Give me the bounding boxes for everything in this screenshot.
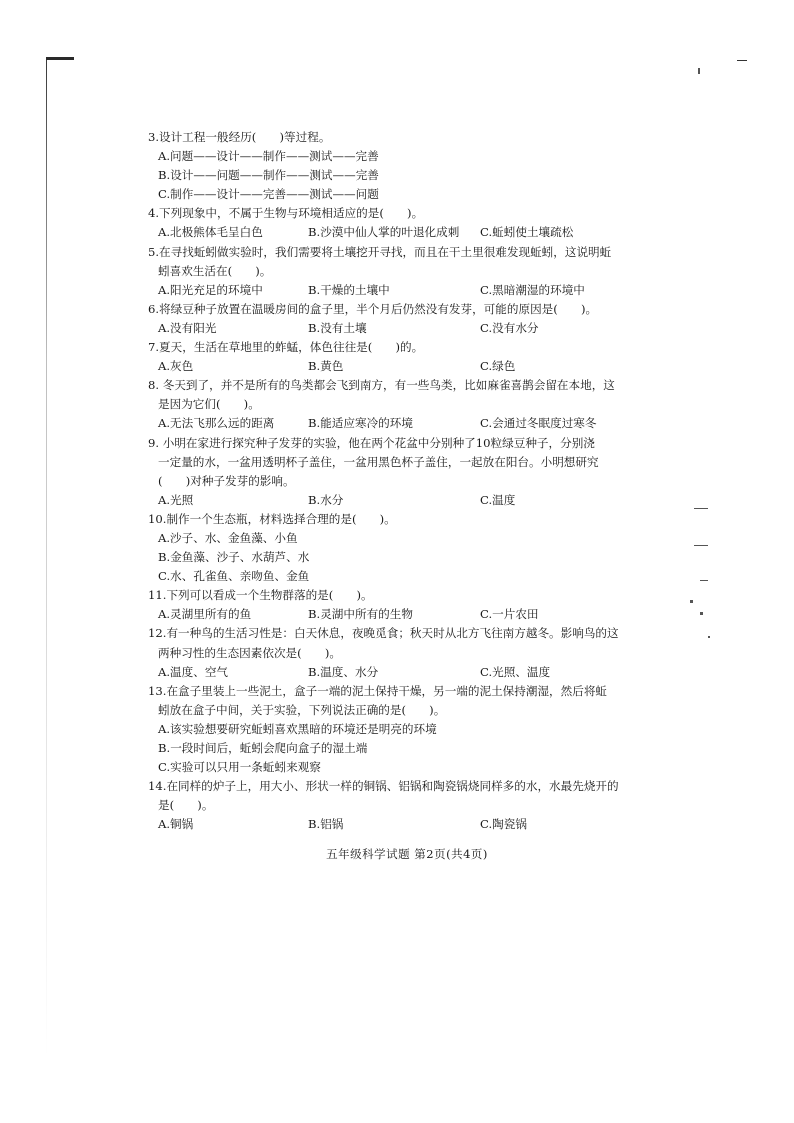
scan-corner-mark — [46, 57, 74, 60]
question-item — [148, 682, 618, 777]
question-stem: 是因为它们( )。 — [158, 397, 260, 412]
question-item — [148, 338, 618, 376]
answer-option: C.制作——设计——完善——测试——问题 — [158, 187, 379, 202]
question-stem: 一定量的水，一盆用透明杯子盖住，一盆用黑色杯子盖住，一起放在阳台。小明想研究 — [158, 454, 599, 469]
answer-option: B.金鱼藻、沙子、水葫芦、水 — [158, 550, 310, 565]
question-stem: 是( )。 — [158, 798, 214, 813]
answer-option: A.没有阳光 — [158, 320, 217, 335]
scan-corner-mark-right — [737, 60, 747, 61]
answer-option: B.灵湖中所有的生物 — [308, 607, 413, 622]
scan-speck — [694, 508, 708, 509]
answer-option: B.没有土壤 — [308, 320, 367, 335]
scan-speck — [708, 636, 710, 638]
answer-option: C.蚯蚓使土壤疏松 — [480, 225, 574, 240]
option-row — [148, 605, 618, 624]
answer-option: B.能适应寒冷的环境 — [308, 416, 413, 431]
answer-option: A.该实验想要研究蚯蚓喜欢黑暗的环境还是明亮的环境 — [158, 721, 437, 736]
answer-option: B.沙漠中仙人掌的叶退化成刺 — [308, 225, 460, 240]
answer-option: C.实验可以只用一条蚯蚓来观察 — [158, 760, 321, 775]
question-item — [148, 300, 618, 338]
question-stem: 6.将绿豆种子放置在温暖房间的盒子里，半个月后仍然没有发芽，可能的原因是( )。 — [148, 301, 598, 316]
answer-option: C.绿色 — [480, 359, 516, 374]
question-stem: 9. 小明在家进行探究种子发芽的实验，他在两个花盆中分别种了10粒绿豆种子，分别浇 — [148, 435, 595, 450]
question-stem: 10.制作一个生态瓶，材料选择合理的是( )。 — [148, 511, 396, 526]
scan-speck — [698, 68, 700, 74]
question-stem: 蚓喜欢生活在( )。 — [158, 263, 272, 278]
answer-option: C.水、孔雀鱼、亲吻鱼、金鱼 — [158, 569, 310, 584]
answer-option: C.温度 — [480, 492, 516, 507]
answer-option: C.没有水分 — [480, 320, 539, 335]
option-row — [148, 281, 618, 300]
answer-option: A.阳光充足的环境中 — [158, 282, 263, 297]
option-row — [148, 663, 618, 682]
question-item — [148, 128, 618, 204]
answer-option: B.铝锅 — [308, 817, 344, 832]
answer-option: A.沙子、水、金鱼藻、小鱼 — [158, 530, 298, 545]
option-row — [148, 414, 618, 433]
question-stem: 4.下列现象中，不属于生物与环境相适应的是( )。 — [148, 206, 424, 221]
answer-option: A.灵湖里所有的鱼 — [158, 607, 252, 622]
option-row — [148, 815, 618, 834]
question-stem: 7.夏天，生活在草地里的蚱蜢，体色往往是( )的。 — [148, 340, 424, 355]
question-stem: 3.设计工程一般经历( )等过程。 — [148, 130, 331, 144]
answer-option: B.温度、水分 — [308, 664, 379, 679]
answer-option: A.光照 — [158, 492, 194, 507]
scan-speck — [694, 545, 708, 546]
question-item — [148, 586, 618, 624]
option-row — [148, 319, 618, 338]
answer-option: A.灰色 — [158, 359, 194, 374]
answer-option: B.黄色 — [308, 359, 344, 374]
option-row — [148, 357, 618, 376]
question-stem: 8. 冬天到了，并不是所有的鸟类都会飞到南方，有一些鸟类，比如麻雀喜鹊会留在本地，这 — [148, 378, 615, 393]
answer-option: A.铜锅 — [158, 817, 194, 832]
answer-option: B.设计——问题——制作——测试——完善 — [158, 168, 379, 183]
page-footer: 五年级科学试题 第2页(共4页) — [326, 847, 488, 861]
question-item — [148, 243, 618, 300]
answer-option: C.陶瓷锅 — [480, 817, 527, 832]
answer-option: B.干燥的土壤中 — [308, 282, 390, 297]
option-row — [148, 223, 618, 242]
scan-speck — [700, 612, 703, 615]
answer-option: B.一段时间后，蚯蚓会爬向盒子的湿土端 — [158, 741, 368, 755]
question-list — [148, 128, 618, 834]
answer-option: C.一片农田 — [480, 607, 539, 622]
answer-option: C.光照、温度 — [480, 664, 551, 679]
answer-option: B.水分 — [308, 492, 344, 507]
answer-option: C.黑暗潮湿的环境中 — [480, 282, 585, 297]
question-item — [148, 204, 618, 242]
answer-option: A.北极熊体毛呈白色 — [158, 225, 263, 240]
answer-option: A.无法飞那么远的距离 — [158, 416, 275, 431]
question-item — [148, 777, 618, 834]
question-stem: 14.在同样的炉子上，用大小、形状一样的铜锅、铝锅和陶瓷锅烧同样多的水，水最先烧开的 — [148, 779, 619, 794]
question-stem: 两种习性的生态因素依次是( )。 — [158, 645, 341, 660]
question-item — [148, 510, 618, 586]
answer-option: A.问题——设计——制作——测试——完善 — [158, 149, 379, 164]
scan-left-edge — [46, 58, 47, 1058]
question-item — [148, 434, 618, 510]
option-row — [148, 491, 618, 510]
question-item — [148, 624, 618, 681]
question-item — [148, 376, 618, 433]
question-stem: 5.在寻找蚯蚓做实验时，我们需要将土壤挖开寻找，而且在干土里很难发现蚯蚓，这说明蚯 — [148, 244, 612, 259]
scan-speck — [690, 600, 693, 603]
question-stem: 13.在盒子里装上一些泥土，盒子一端的泥土保持干燥，另一端的泥土保持潮湿，然后将蚯 — [148, 683, 608, 698]
answer-option: A.温度、空气 — [158, 664, 229, 679]
scan-speck — [700, 580, 708, 581]
question-stem: 11.下列可以看成一个生物群落的是( )。 — [148, 588, 373, 603]
question-stem: 12.有一种鸟的生活习性是：白天休息，夜晚觅食；秋天时从北方飞往南方越冬。影响鸟的这 — [148, 626, 619, 641]
question-stem: 蚓放在盒子中间，关于实验，下列说法正确的是( )。 — [158, 702, 446, 717]
answer-option: C.会通过冬眠度过寒冬 — [480, 416, 597, 431]
question-stem: ( )对种子发芽的影响。 — [158, 473, 295, 488]
